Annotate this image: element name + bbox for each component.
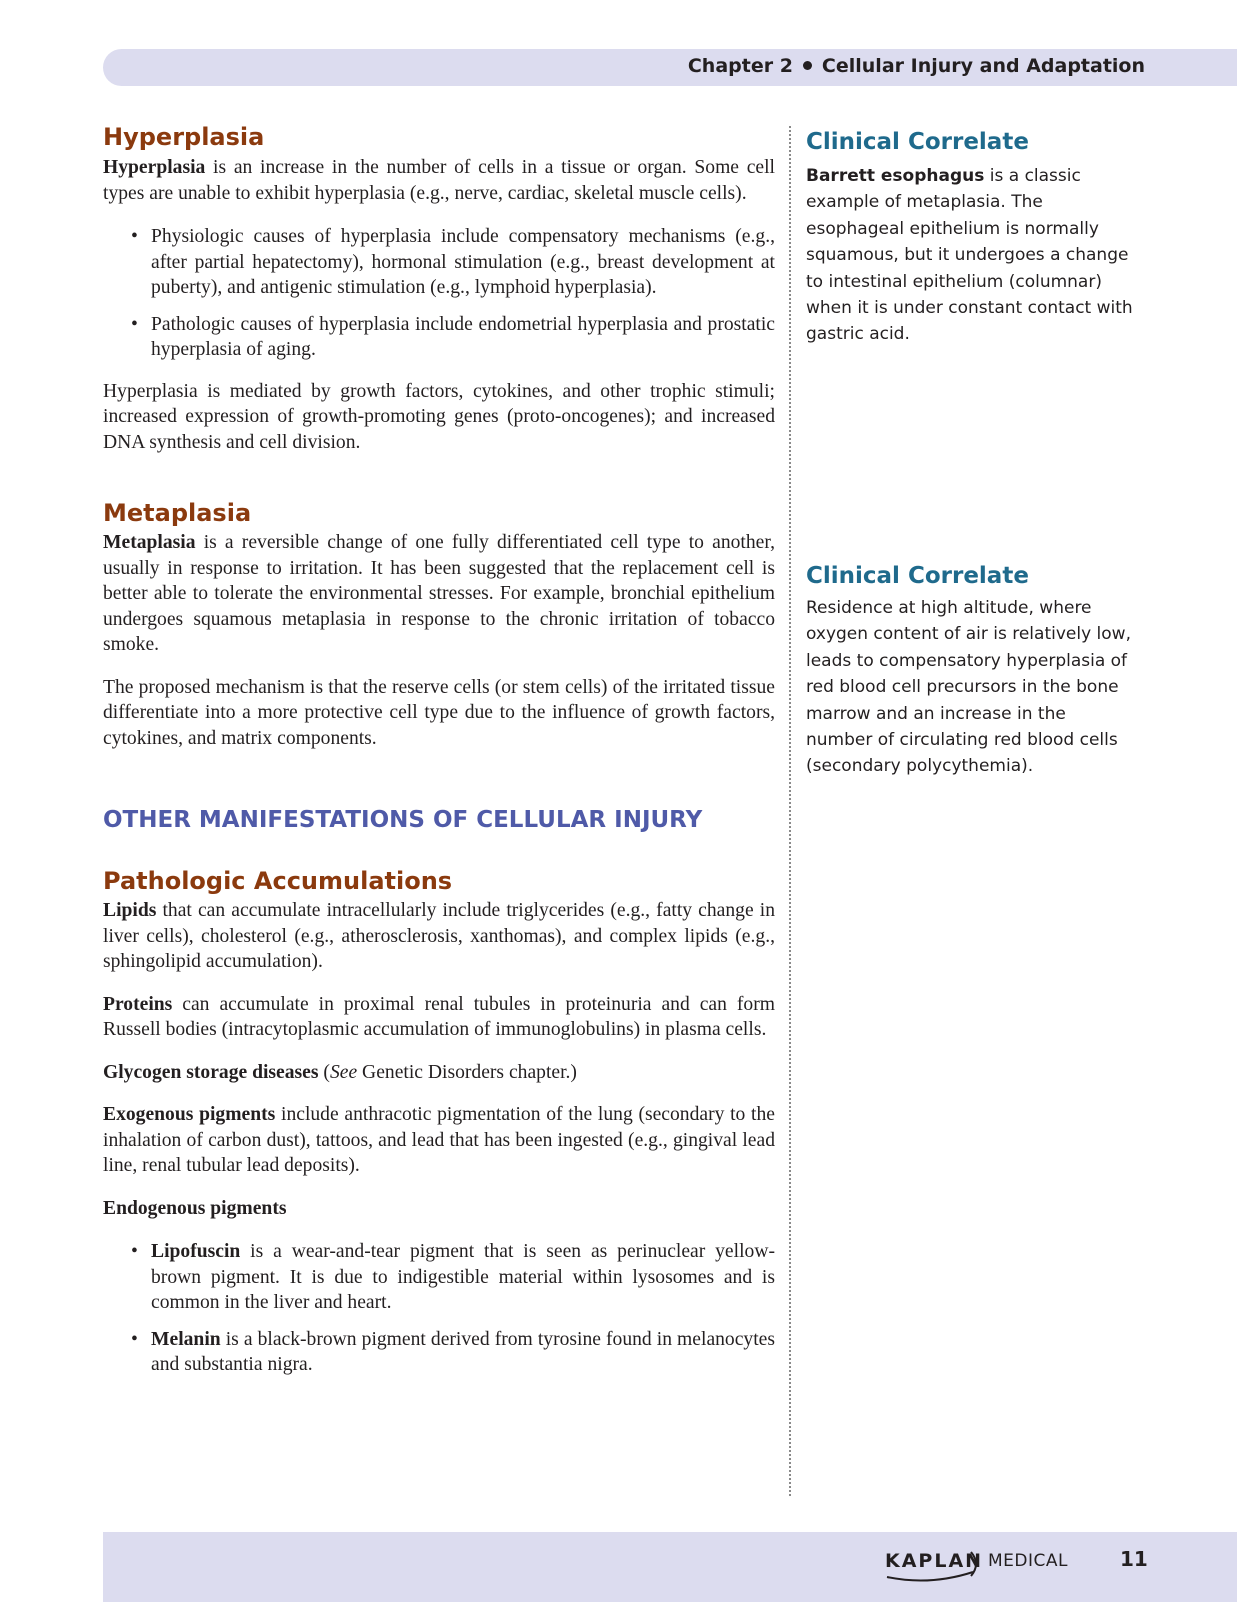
- hyperplasia-intro: [103, 155, 775, 206]
- sidebar-column: [806, 126, 1136, 777]
- exogenous-term: Exogenous pigments: [103, 1104, 276, 1125]
- melanin-text: is a black-brown pigment derived from tyrosine found in melanocytes and substantia nigra.: [151, 1328, 775, 1375]
- exogenous-paragraph: [103, 1102, 775, 1179]
- lipids-text: that can accumulate intracellularly include triglycerides (e.g., fatty change in liver cells), cholesterol (e.g., atherosclerosis, xanthomas), and complex lipids (e.g., sphingolipid accumulation).: [103, 900, 775, 972]
- lipids-term: Lipids: [103, 900, 157, 921]
- main-column: [103, 121, 775, 1378]
- hyperplasia-definition: is an increase in the number of cells in a tissue or organ. Some cell types are unable to exhibit hyperplasia (e.g., nerve, cardiac, skeletal muscle cells).: [103, 157, 775, 204]
- proteins-term: Proteins: [103, 993, 173, 1015]
- glycogen-reference: Genetic Disorders chapter.): [357, 1061, 577, 1083]
- proteins-paragraph: [103, 992, 775, 1043]
- endogenous-pigments-list: [103, 1239, 775, 1378]
- metaplasia-heading: Metaplasia: [103, 499, 252, 527]
- chapter-title: Cellular Injury and Adaptation: [821, 55, 1145, 77]
- medical-wordmark: MEDICAL: [988, 1551, 1068, 1571]
- barrett-term: Barrett esophagus: [806, 166, 985, 186]
- lipofuscin-term: Lipofuscin: [151, 1241, 241, 1262]
- lipids-paragraph: [103, 898, 775, 975]
- metaplasia-term: Metaplasia: [103, 532, 196, 553]
- clinical-correlate-barrett: [806, 126, 1136, 348]
- metaplasia-mechanism: The proposed mechanism is that the reserve cells (or stem cells) of the irritated tissue differentiate into a more protective cell type due to the influence of growth factors, cytokines, and matrix components.: [103, 676, 775, 749]
- list-item: [151, 1239, 775, 1316]
- hyperplasia-heading: Hyperplasia: [103, 123, 265, 151]
- metaplasia-intro: [103, 530, 775, 658]
- section-heading-other-manifestations: OTHER MANIFESTATIONS OF CELLULAR INJURY: [103, 807, 703, 833]
- kaplan-medical-logo: [885, 1544, 1085, 1584]
- clinical-correlate-text: Residence at high altitude, where oxygen content of air is relatively low, leads to compensatory hyperplasia of red blood cell precursors in the bone marrow and an increase in the number of circulating red blood cells (secondary polycythemia).: [806, 598, 1131, 777]
- column-divider: [789, 126, 791, 1496]
- glycogen-paragraph: [103, 1060, 775, 1086]
- exogenous-text: include anthracotic pigmentation of the lung (secondary to the inhalation of carbon dust), tattoos, and lead that has been ingested (e.g., gingival lead line, renal tubular lead deposits).: [103, 1104, 775, 1176]
- endogenous-heading: [103, 1196, 775, 1222]
- endogenous-term: Endogenous pigments: [103, 1197, 287, 1219]
- hyperplasia-mechanism: Hyperplasia is mediated by growth factors, cytokines, and other trophic stimuli; increased expression of growth-promoting genes (proto-oncogenes); and increased DNA synthesis and cell division.: [103, 380, 775, 453]
- kaplan-wordmark: KAPLAN: [885, 1550, 984, 1572]
- barrett-text: is a classic example of metaplasia. The esophageal epithelium is normally squamous, but it undergoes a change to intestinal epithelium (columnar) when it is under constant contact with gastric acid.: [806, 166, 1133, 345]
- glycogen-term: Glycogen storage diseases: [103, 1061, 319, 1083]
- page-number: 11: [1120, 1547, 1148, 1571]
- list-item: • Pathologic causes of hyperplasia include endometrial hyperplasia and prostatic hyperplasia of aging.: [151, 312, 775, 363]
- proteins-text: can accumulate in proximal renal tubules in proteinuria and can form Russell bodies (intracytoplasmic accumulation of immunoglobulins) in plasma cells.: [103, 993, 775, 1040]
- hyperplasia-causes-list: [103, 224, 775, 363]
- lipofuscin-text: is a wear-and-tear pigment that is seen as perinuclear yellow-brown pigment. It is due to indigestible material within lysosomes and is common in the liver and heart.: [151, 1241, 775, 1313]
- hyperplasia-term: Hyperplasia: [103, 157, 206, 178]
- chapter-number: Chapter 2: [687, 55, 793, 77]
- metaplasia-definition: is a reversible change of one fully differentiated cell type to another, usually in response to irritation. It has been suggested that the replacement cell is better able to tolerate the environmental stresses. For example, bronchial epithelium undergoes squamous metaplasia in response to the chronic irritation of tobacco smoke.: [103, 532, 775, 655]
- clinical-correlate-altitude: [806, 560, 1136, 780]
- list-item: • Physiologic causes of hyperplasia include compensatory mechanisms (e.g., after partial hepatectomy), hormonal stimulation (e.g., breast development at puberty), and antigenic stimulation (e.g., lymphoid hyperplasia).: [151, 224, 775, 301]
- glycogen-open-paren: (: [318, 1061, 330, 1083]
- clinical-correlate-title: Clinical Correlate: [806, 129, 1029, 155]
- melanin-term: Melanin: [151, 1328, 221, 1350]
- clinical-correlate-title: Clinical Correlate: [806, 563, 1029, 589]
- running-header: [688, 55, 1145, 77]
- bullet-separator-icon: [803, 61, 812, 70]
- list-item: [151, 1327, 775, 1378]
- glycogen-see: See: [329, 1061, 358, 1083]
- accumulations-heading: Pathologic Accumulations: [103, 867, 453, 895]
- clinical-correlate-text: [806, 163, 1136, 348]
